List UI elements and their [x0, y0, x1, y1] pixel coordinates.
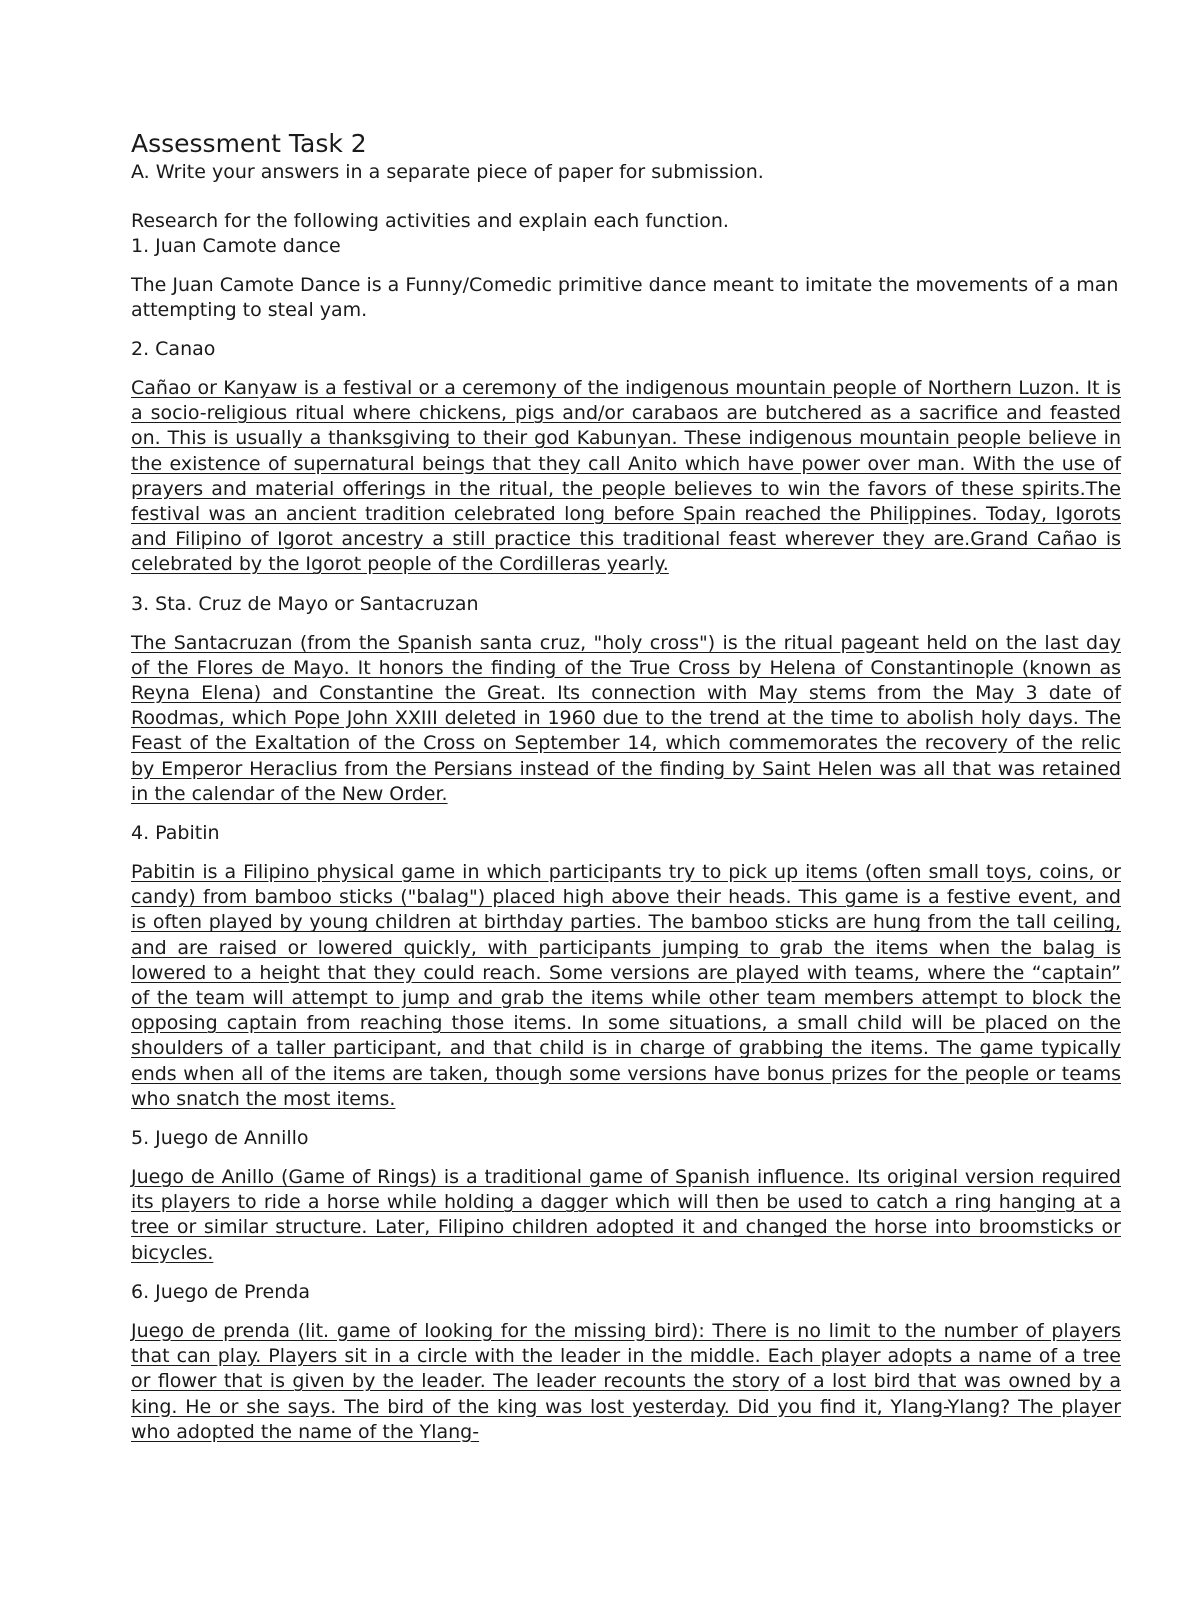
document-title: Assessment Task 2	[131, 129, 367, 158]
item-answer-3: The Santacruzan (from the Spanish santa cruz, "holy cross") is the ritual pageant held on the last day of the Flores de Mayo. It honors the finding of the True Cross by Helena of Constantinople (known as Reyna Elena) and Constantine the Great. Its connection with May stems from the May 3 date of Roodmas, which Pope John XXIII deleted in 1960 due to the trend at the time to abolish holy days. The Feast of the Exaltation of the Cross on September 14, which commemorates the recovery of the relic by Emperor Heraclius from the Persians instead of the finding by Saint Helen was all that was retained in the calendar of the New Order.	[131, 631, 1121, 805]
prompt-text: Research for the following activities and explain each function.	[131, 210, 729, 232]
item-heading-3: 3. Sta. Cruz de Mayo or Santacruzan	[131, 592, 479, 615]
item-heading-6: 6. Juego de Prenda	[131, 1280, 310, 1303]
item-answer-5: Juego de Anillo (Game of Rings) is a traditional game of Spanish influence. Its original version required its players to ride a horse while holding a dagger which will then be used to catch a ring hanging at a tree or similar structure. Later, Filipino children adopted it and changed the horse into broomsticks or bicycles.	[131, 1166, 1121, 1264]
item-heading-2: 2. Canao	[131, 338, 216, 360]
item-answer-4: Pabitin is a Filipino physical game in which participants try to pick up items (often small toys, coins, or candy) from bamboo sticks ("balag") placed high above their heads. This game is a festive event, and is often played by young children at birthday parties. The bamboo sticks are hung from the tall ceiling, and are raised or lowered quickly, with participants jumping to grab the items when the balag is lowered to a height that they could reach. Some versions are played with teams, where the “captain” of the team will attempt to jump and grab the items while other team members attempt to block the opposing captain from reaching those items. In some situations, a small child will be placed on the shoulders of a taller participant, and that child is in charge of grabbing the items. The game typically ends when all of the items are taken, though some versions have bonus prizes for the people or teams who snatch the most items.	[131, 861, 1121, 1110]
item-heading-1: 1. Juan Camote dance	[131, 235, 341, 257]
document-page	[131, 128, 1121, 1459]
item-heading-4: 4. Pabitin	[131, 822, 220, 845]
item-answer-6: Juego de prenda (lit. game of looking for the missing bird): There is no limit to the number of players that can play. Players sit in a circle with the leader in the middle. Each player adopts a name of a tree or flower that is given by the leader. The leader recounts the story of a lost bird that was owned by a king. He or she says. The bird of the king was lost yesterday. Did you find it, Ylang-Ylang? The player who adopted the name of the Ylang-	[131, 1319, 1121, 1443]
instruction-text: A. Write your answers in a separate piece of paper for submission.	[131, 161, 764, 183]
item-answer-1: The Juan Camote Dance is a Funny/Comedic primitive dance meant to imitate the movements of a man attempting to steal yam.	[131, 274, 1119, 321]
item-answer-2: Cañao or Kanyaw is a festival or a ceremony of the indigenous mountain people of Northern Luzon. It is a socio-religious ritual where chickens, pigs and/or carabaos are butchered as a sacrifice and feasted on. This is usually a thanksgiving to their god Kabunyan. These indigenous mountain people believe in the existence of supernatural beings that they call Anito which have power over man. With the use of prayers and material offerings in the ritual, the people believes to win the favors of these spirits.The festival was an ancient tradition celebrated long before Spain reached the Philippines. Today, Igorots and Filipino of Igorot ancestry a still practice this traditional feast wherever they are.Grand Cañao is celebrated by the Igorot people of the Cordilleras yearly.	[131, 377, 1121, 576]
item-heading-5: 5. Juego de Annillo	[131, 1127, 309, 1150]
